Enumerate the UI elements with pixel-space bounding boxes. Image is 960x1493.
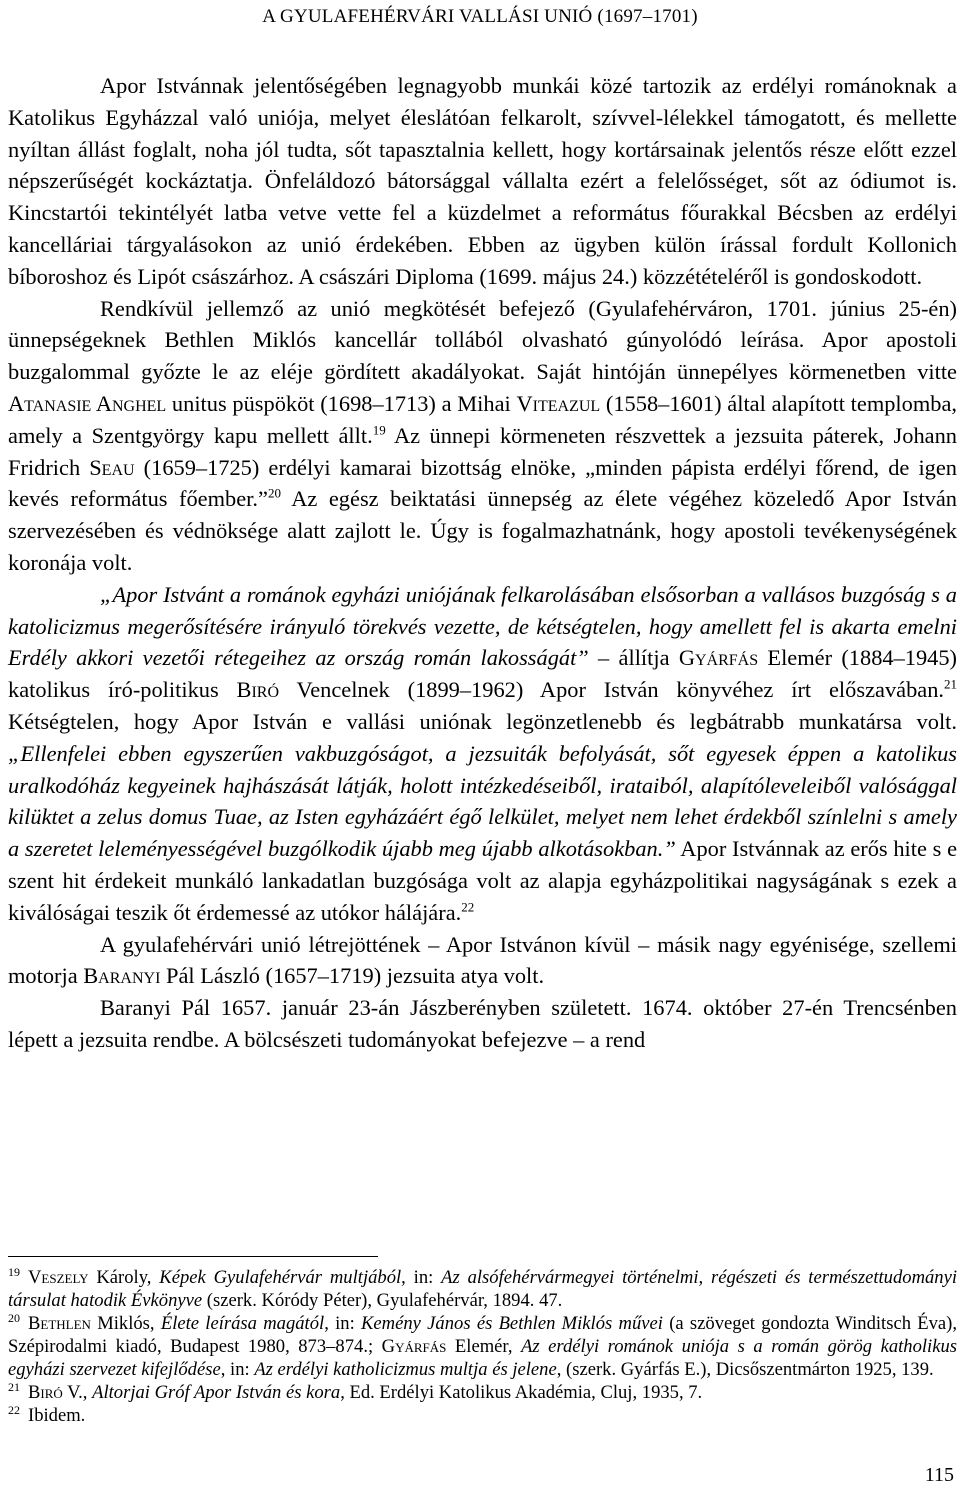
text-run: Az ünnepi körmeneten részvettek a jezsuita páterek, Johann Fridrich bbox=[8, 422, 957, 480]
body-text bbox=[8, 70, 957, 1056]
text-run: , in: bbox=[220, 1359, 255, 1380]
text-run: Rendkívül jellemző az unió megkötését befejező (Gyulafehérváron, 1701. június 25-én) ünnepségeknek Bethlen Miklós kancellár tollából olvasható gúnyolódó leírása. Apor apostoli buzgalommal győzte le az eléje gördített akadályokat. Saját hintóján ünnepélyes körmenetben vitte bbox=[8, 295, 957, 385]
person-name: Seau bbox=[89, 454, 135, 480]
work-title: Az erdélyi románok uniója s a román görög katholikus egyházi szervezet kifejlődése bbox=[8, 1336, 957, 1380]
work-title: Altorjai Gróf Apor István és kora bbox=[92, 1382, 341, 1403]
text-run: – állítja bbox=[588, 645, 679, 671]
footnote-number: 19 bbox=[8, 1264, 20, 1279]
person-name: Viteazul bbox=[516, 390, 601, 416]
text-run: A gyulafehérvári unió létrejöttének – Apor Istvánon kívül – másik nagy egyénisége, szellemi motorja bbox=[8, 931, 957, 989]
paragraph-5 bbox=[8, 992, 957, 1056]
text-run: Elemér (1884–1945) katolikus író-politikus bbox=[8, 645, 958, 703]
text-run: , in: bbox=[324, 1313, 362, 1334]
text-run: (a szöveget gondozta Winditsch Éva), Szépirodalmi kiadó, Budapest 1980, 873–874.; bbox=[8, 1313, 958, 1357]
text-run: , in: bbox=[401, 1267, 442, 1288]
author-name: Biró bbox=[28, 1382, 63, 1403]
footnote-number: 22 bbox=[8, 1402, 20, 1417]
work-title: Az alsófehérvármegyei történelmi, régészeti és természettudományi társulat hatodik Évkönyve bbox=[8, 1267, 958, 1311]
footnote-ref-20[interactable]: 20 bbox=[267, 485, 281, 501]
paragraph-2 bbox=[8, 293, 957, 579]
text-run: Ibidem. bbox=[28, 1405, 86, 1426]
text-run: Miklós, bbox=[90, 1313, 161, 1334]
running-head: A GYULAFEHÉRVÁRI VALLÁSI UNIÓ (1697–1701) bbox=[262, 6, 698, 27]
paragraph-1 bbox=[8, 70, 957, 293]
author-name: Gyárfás bbox=[381, 1336, 447, 1357]
paragraph-4 bbox=[8, 929, 957, 993]
text-run: Vencelnek (1899–1962) Apor István könyvéhez írt előszavában. bbox=[279, 677, 945, 703]
footnote-19 bbox=[8, 1266, 957, 1312]
work-title: Képek Gyulafehérvár multjából bbox=[159, 1267, 402, 1288]
text-run: Pál László (1657–1719) jezsuita atya volt. bbox=[160, 963, 545, 989]
paragraph-1-text: Apor Istvánnak jelentőségében legnagyobb munkái közé tartozik az erdélyi románoknak a Katolikus Egyházzal való uniója, melyet éleslátóan felkarolt, szívvel-lélekkel támogatott, és mellette nyíltan állást foglalt, noha jól tudta, sőt tapasztalnia kellett, hogy kortársainak jelentős része előtt ezzel népszerűségét kockáztatja. Önfeláldozó bátorsággal vállalta ezért a felelősséget, sőt az ódiumot is. Kincstartói tekintélyét latba vetve vette fel a küzdelmet a református főurakkal Bécsben az erdélyi kancelláriai tárgyalásokon az unió érdekében. Ebben az ügyben külön írással fordult Kollonich bíboroshoz és Lipót császárhoz. A császári Diploma (1699. május 24.) közzétételéről is gondoskodott. bbox=[8, 73, 957, 289]
footnote-22 bbox=[8, 1404, 957, 1427]
text-run: (1659–1725) erdélyi kamarai bizottság elnöke, „minden pápista erdélyi főrend, de igen kevés református főember.” bbox=[8, 454, 957, 512]
text-run: Baranyi Pál 1657. január 23-án Jászberényben született. 1674. október 27-én Trencsénben lépett a jezsuita rendbe. A bölcsészeti tudományokat befejezve – a rend bbox=[8, 995, 957, 1052]
footnotes bbox=[8, 1266, 957, 1427]
text-run: , (szerk. Gyárfás E.), Dicsőszentmárton 1925, 139. bbox=[556, 1359, 934, 1380]
footnote-ref-22[interactable]: 22 bbox=[461, 899, 475, 915]
footnote-21 bbox=[8, 1381, 957, 1404]
footnote-number: 21 bbox=[8, 1379, 20, 1394]
footnote-number: 20 bbox=[8, 1310, 20, 1325]
footnote-ref-21[interactable]: 21 bbox=[944, 676, 958, 692]
work-title: Élete leírása magától bbox=[160, 1313, 325, 1334]
person-name: Gyárfás bbox=[678, 645, 759, 671]
author-name: Veszely bbox=[28, 1267, 89, 1288]
page-number: 115 bbox=[924, 1464, 954, 1486]
quotation: „Apor Istvánt a románok egyházi uniójának felkarolásában elsősorban a vallásos buzgóság s a katolicizmus megerősítésére irányuló törekvés vezette, de kétségtelen, hogy amellett fel is akarta emelni Erdély akkori vezetői rétegeihez az ország román lakosságát” bbox=[8, 581, 957, 671]
person-name: Baranyi bbox=[83, 963, 161, 989]
author-name: Bethlen bbox=[28, 1313, 91, 1334]
text-run: (1558–1601) által alapított templomba, amely a Szentgyörgy kapu mellett állt. bbox=[8, 390, 957, 448]
text-run: , Ed. Erdélyi Katolikus Akadémia, Cluj, 1935, 7. bbox=[340, 1382, 703, 1403]
footnote-20 bbox=[8, 1312, 957, 1381]
work-title: Kemény János és Bethlen Miklós művei bbox=[361, 1313, 663, 1334]
text-run: Az egész beiktatási ünnepség az élete végéhez közeledő Apor István szervezésében és védnöksége alatt zajlott le. Úgy is fogalmazhatnánk, hogy apostoli tevékenységének koronája volt. bbox=[8, 486, 957, 575]
text-run: V., bbox=[62, 1382, 93, 1403]
work-title: Az erdélyi katholicizmus multja és jelene bbox=[254, 1359, 557, 1380]
footnote-divider bbox=[8, 1256, 378, 1257]
person-name: Biró bbox=[236, 677, 280, 703]
text-run: unitus püspököt (1698–1713) a Mihai bbox=[166, 390, 517, 416]
paragraph-3 bbox=[8, 579, 957, 929]
text-run: Elemér, bbox=[446, 1336, 522, 1357]
text-run: Károly, bbox=[88, 1267, 160, 1288]
text-run: Kétségtelen, hogy Apor István e vallási uniónak legönzetlenebb és legbátrabb munkatársa volt. bbox=[8, 708, 957, 734]
person-name: Atanasie Anghel bbox=[8, 390, 167, 416]
footnote-ref-19[interactable]: 19 bbox=[372, 422, 386, 438]
quotation: „Ellenfelei ebben egyszerűen vakbuzgóságot, a jezsuiták befolyását, sőt egyesek éppen a katolikus uralkodóház kegyeinek hajhászását látják, holott intézkedéseiből, irataiból, alapítóleveleiből valósággal kilüktet a zelus domus Tuae, az Isten egyházáért égő lelkület, melyet nem lehet érdekből színlelni s amely a szeretet leleményességével buzgólkodik újabb meg újabb alkotásokban.” bbox=[8, 740, 957, 862]
text-run: Apor Istvánnak az erős hite s e szent hit érdekeit munkáló lankadatlan buzgósága volt az alapja egyházpolitikai nagyságának s ezek a kiválóságai teszik őt érdemessé az utókor hálájára. bbox=[8, 836, 958, 925]
text-run: (szerk. Kóródy Péter), Gyulafehérvár, 1894. 47. bbox=[202, 1290, 563, 1311]
